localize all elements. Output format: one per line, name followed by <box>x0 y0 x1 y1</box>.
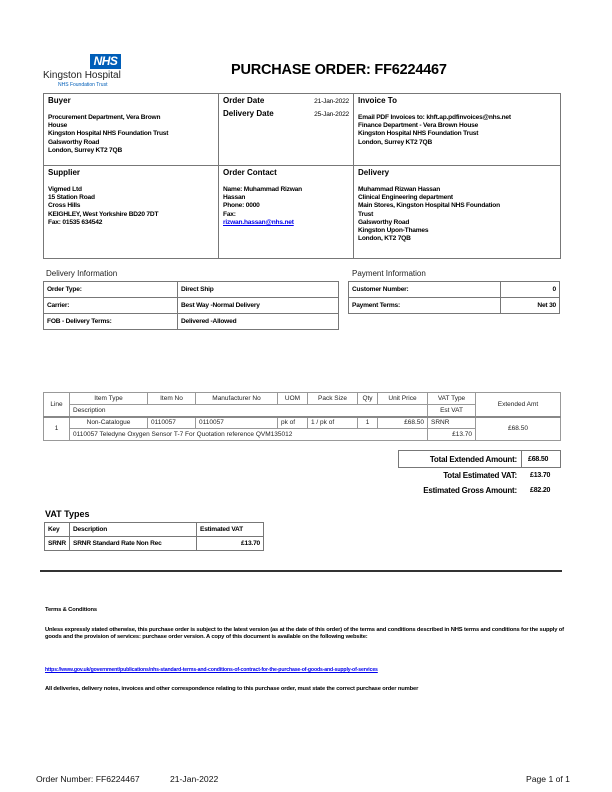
vat-description: SRNR Standard Rate Non Rec <box>70 537 197 551</box>
cell-pack-size: 1 / pk of <box>308 417 358 429</box>
delivery-date-value: 25-Jan-2022 <box>314 111 349 119</box>
table-row <box>349 298 560 314</box>
table-row <box>45 537 264 551</box>
vat-col-description: Description <box>70 523 197 537</box>
gross-amount-label: Estimated Gross Amount: <box>423 486 517 495</box>
cell-vat-type: SRNR <box>428 417 476 429</box>
col-est-vat: Est VAT <box>428 405 476 417</box>
order-type-label: Order Type: <box>44 282 178 298</box>
total-vat-value: £13.70 <box>530 472 551 479</box>
footer-page-number: Page 1 of 1 <box>526 774 570 784</box>
terms-url-link[interactable]: https://www.gov.uk/government/publications/nhs-standard-terms-and-conditions-of-contract-for-the-purchase-of-goods-and-supply-of-services <box>45 667 378 673</box>
line-items-table <box>43 392 561 441</box>
delivery-line: Muhammad Rizwan Hassan <box>358 186 441 193</box>
delivery-date-label: Delivery Date <box>223 109 274 119</box>
payment-terms-label: Payment Terms: <box>349 298 501 314</box>
cell-item-type: Non-Catalogue <box>70 417 148 429</box>
page-title: PURCHASE ORDER: FF6224467 <box>231 62 447 78</box>
buyer-line: House <box>48 122 68 130</box>
col-uom: UOM <box>278 393 308 405</box>
order-date-label: Order Date <box>223 96 265 105</box>
delivery-box <box>353 165 561 259</box>
table-row <box>44 417 561 429</box>
vat-col-key: Key <box>45 523 70 537</box>
delivery-info-table <box>43 281 339 330</box>
terms-heading: Terms & Conditions <box>45 607 97 613</box>
col-item-type: Item Type <box>70 393 148 405</box>
table-row <box>349 282 560 298</box>
col-extended-amt: Extended Amt <box>476 393 561 417</box>
invoice-line: Kingston Hospital NHS Foundation Trust <box>358 130 479 138</box>
terms-paragraph-1: Unless expressly stated otherwise, this purchase order is subject to the latest version (as at the date of this order) of the terms and conditions described in NHS terms and conditions for the supply of goods and the provision of services: purchase order version. A copy of this document is available on the following website: <box>45 627 564 641</box>
buyer-line: Kingston Hospital NHS Foundation Trust <box>48 130 169 138</box>
payment-terms-value: Net 30 <box>501 298 560 314</box>
invoice-to-address <box>358 114 556 147</box>
header-row <box>44 393 561 405</box>
nhs-logo-badge: NHS <box>90 54 121 69</box>
dates-box <box>218 93 354 166</box>
cell-item-no: 0110057 <box>148 417 196 429</box>
table-row <box>44 298 339 314</box>
vat-types-table <box>44 522 264 551</box>
supplier-line: 15 Station Road <box>48 194 95 202</box>
cell-uom: pk of <box>278 417 308 429</box>
table-row <box>44 314 339 330</box>
total-extended-label: Total Extended Amount: <box>399 451 522 467</box>
delivery-info-heading: Delivery Information <box>46 269 118 278</box>
invoice-to-heading: Invoice To <box>358 96 397 105</box>
payment-info-table <box>348 281 560 314</box>
buyer-heading: Buyer <box>48 96 71 105</box>
order-date-value: 21-Jan-2022 <box>314 98 349 105</box>
carrier-value: Best Way -Normal Delivery <box>178 298 339 314</box>
buyer-line: Procurement Department, Vera Brown <box>48 114 161 121</box>
cell-qty: 1 <box>358 417 378 429</box>
hospital-name: Kingston Hospital <box>43 70 121 81</box>
customer-number-label: Customer Number: <box>349 282 501 298</box>
supplier-heading: Supplier <box>48 168 81 177</box>
order-contact-details <box>223 186 349 227</box>
contact-line: Phone: 0000 <box>223 202 260 210</box>
vat-estimated: £13.70 <box>197 537 264 551</box>
cell-extended-amt: £68.50 <box>476 417 561 441</box>
fob-label: FOB - Delivery Terms: <box>44 314 178 330</box>
delivery-line: Clinical Engineering department <box>358 194 453 202</box>
supplier-line: KEIGHLEY, West Yorkshire BD20 7DT <box>48 210 159 218</box>
order-contact-box <box>218 165 354 259</box>
delivery-line: Trust <box>358 210 374 218</box>
col-line: Line <box>44 393 70 417</box>
contact-line: Hassan <box>223 194 246 202</box>
total-extended-value: £68.50 <box>528 456 549 463</box>
col-qty: Qty <box>358 393 378 405</box>
order-contact-heading: Order Contact <box>223 168 277 177</box>
carrier-label: Carrier: <box>44 298 178 314</box>
contact-line: Fax: <box>223 210 236 218</box>
buyer-address <box>48 114 214 155</box>
buyer-box <box>43 93 219 166</box>
delivery-heading: Delivery <box>358 168 390 177</box>
buyer-line: London, Surrey KT2 7QB <box>48 146 123 154</box>
fob-value: Delivered -Allowed <box>178 314 339 330</box>
vat-types-heading: VAT Types <box>45 509 90 519</box>
delivery-line: Main Stores, Kingston Hospital NHS Foundation <box>358 202 500 210</box>
contact-line: Name: Muhammad Rizwan <box>223 186 302 193</box>
col-pack-size: Pack Size <box>308 393 358 405</box>
invoice-to-box <box>353 93 561 166</box>
total-extended-row <box>398 450 561 468</box>
invoice-line: London, Surrey KT2 7QB <box>358 138 433 146</box>
cell-line: 1 <box>44 417 70 441</box>
col-manufacturer-no: Manufacturer No <box>196 393 278 405</box>
col-item-no: Item No <box>148 393 196 405</box>
cell-manufacturer-no: 0110057 <box>196 417 278 429</box>
supplier-line: Cross Hills <box>48 202 81 210</box>
order-type-value: Direct Ship <box>178 282 339 298</box>
footer-date: 21-Jan-2022 <box>170 774 219 784</box>
trust-name: NHS Foundation Trust <box>58 82 108 88</box>
header-row <box>45 523 264 537</box>
customer-number-value: 0 <box>501 282 560 298</box>
col-description: Description <box>70 405 428 417</box>
invoice-line: Finance Department - Vera Brown House <box>358 122 479 130</box>
supplier-line: Fax: 01535 634542 <box>48 218 103 226</box>
delivery-line: Galsworthy Road <box>358 218 410 226</box>
total-vat-label: Total Estimated VAT: <box>443 471 517 480</box>
delivery-line: London, KT2 7QB <box>358 235 411 243</box>
col-vat-type: VAT Type <box>428 393 476 405</box>
table-row <box>44 282 339 298</box>
gross-amount-value: £82.20 <box>530 487 551 494</box>
terms-paragraph-2: All deliveries, delivery notes, invoices and other correspondence relating to this purchase order, must state the correct purchase order number <box>45 686 419 692</box>
supplier-line: Vigmed Ltd <box>48 186 82 193</box>
divider-rule <box>40 570 562 572</box>
contact-email-link[interactable]: rizwan.hassan@nhs.net <box>223 218 294 226</box>
vat-col-estimated: Estimated VAT <box>197 523 264 537</box>
payment-info-heading: Payment Information <box>352 269 426 278</box>
buyer-line: Galsworthy Road <box>48 138 100 146</box>
cell-unit-price: £68.50 <box>378 417 428 429</box>
cell-est-vat: £13.70 <box>428 429 476 441</box>
delivery-line: Kingston Upon-Thames <box>358 227 429 235</box>
footer-order-number: Order Number: FF6224467 <box>36 774 140 784</box>
cell-description: 0110057 Teledyne Oxygen Sensor T-7 For Quotation reference QVM135012 <box>70 429 428 441</box>
delivery-address <box>358 186 556 243</box>
col-unit-price: Unit Price <box>378 393 428 405</box>
invoice-line: Email PDF Invoices to: khft.ap.pdfinvoices@nhs.net <box>358 114 511 121</box>
supplier-box <box>43 165 219 259</box>
supplier-address <box>48 186 214 227</box>
vat-key: SRNR <box>45 537 70 551</box>
